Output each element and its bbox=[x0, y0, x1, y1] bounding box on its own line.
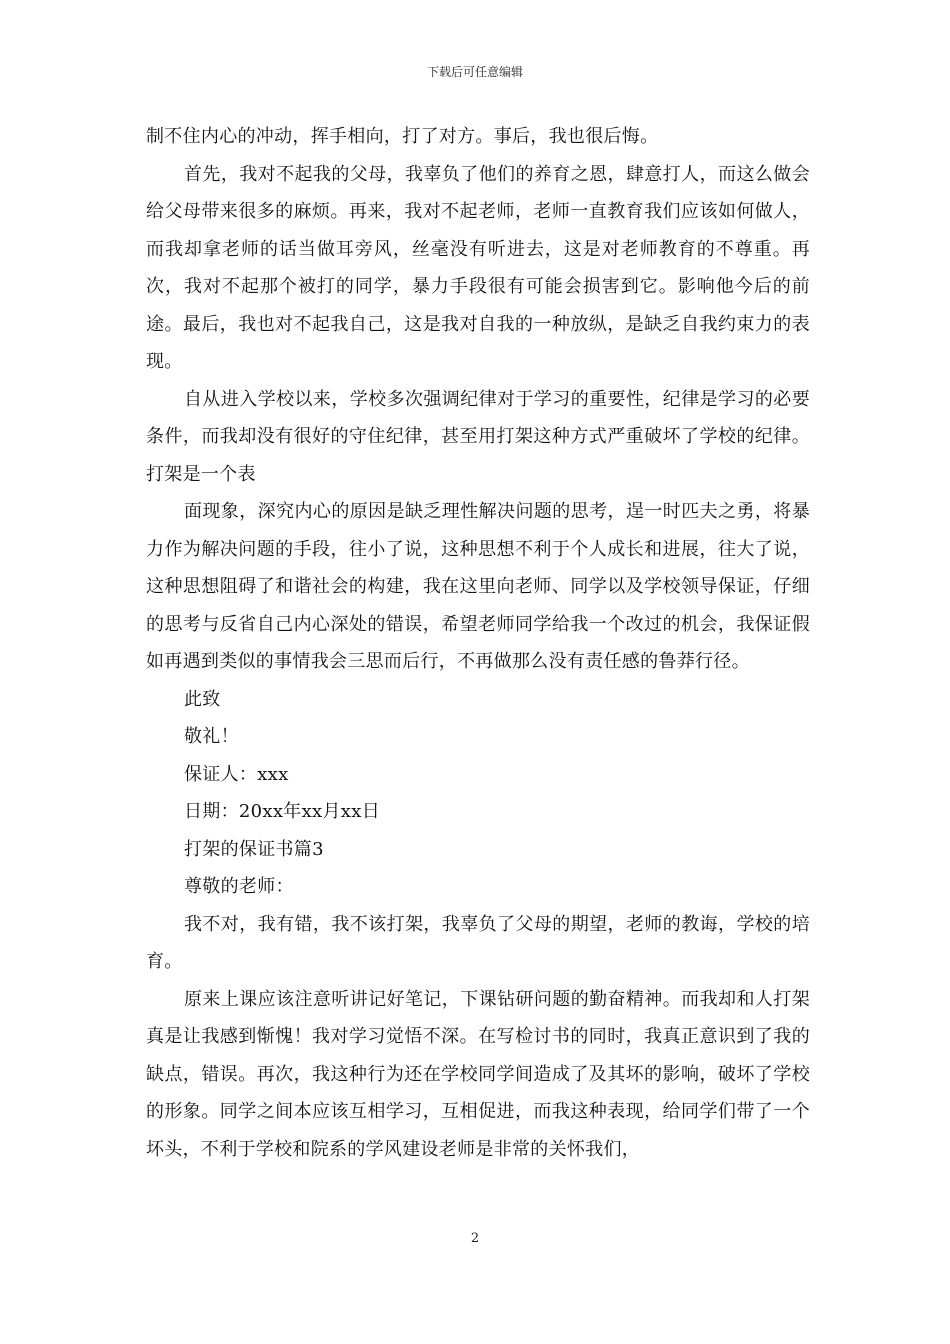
section-title: 打架的保证书篇3 bbox=[184, 838, 324, 860]
paragraph-admission: 我不对，我有错，我不该打架，我辜负了父母的期望，老师的教诲，学校的培育。 bbox=[146, 913, 810, 972]
document-body bbox=[146, 118, 810, 1168]
guarantor-line: 保证人：xxx bbox=[184, 763, 289, 785]
paragraph-continued: 制不住内心的冲动，挥手相向，打了对方。事后，我也很后悔。 bbox=[146, 126, 659, 147]
date-line: 日期：20xx年xx月xx日 bbox=[184, 801, 381, 822]
closing-regards: 敬礼！ bbox=[184, 726, 239, 747]
closing-salutation: 此致 bbox=[184, 688, 221, 710]
page-number: 2 bbox=[470, 1231, 480, 1246]
paragraph-study-reflection: 原来上课应该注意听讲记好笔记，下课钻研问题的勤奋精神。而我却和人打架真是让我感到惭愧！我对学习觉悟不深。在写检讨书的同时，我真正意识到了我的缺点，错误。再次，我这种行为还在学校同学间造成了及其坏的影响，破坏了学校的形象。同学之间本应该互相学习，互相促进，而我这种表现，给同学们带了一个坏头，不利于学校和院系的学风建设老师是非常的关怀我们， bbox=[146, 988, 810, 1160]
greeting-line: 尊敬的老师： bbox=[184, 876, 294, 897]
page-header: 下载后可任意编辑 bbox=[426, 65, 523, 79]
paragraph-reflection: 面现象，深究内心的原因是缺乏理性解决问题的思考，逞一时匹夫之勇，将暴力作为解决问题的手段，往小了说，这种思想不利于个人成长和进展，往大了说，这种思想阻碍了和谐社会的构建，我在这里向老师、同学以及学校领导保证，仔细的思考与反省自己内心深处的错误，希望老师同学给我一个改过的机会，我保证假如再遇到类似的事情我会三思而后行，不再做那么没有责任感的鲁莽行径。 bbox=[146, 501, 810, 672]
paragraph-school-discipline: 自从进入学校以来，学校多次强调纪律对于学习的重要性，纪律是学习的必要条件，而我却没有很好的守住纪律，甚至用打架这种方式严重破坏了学校的纪律。打架是一个表 bbox=[146, 388, 810, 485]
paragraph-apology-reasons: 首先，我对不起我的父母，我辜负了他们的养育之恩，肆意打人，而这么做会给父母带来很多的麻烦。再来，我对不起老师，老师一直教育我们应该如何做人，而我却拿老师的话当做耳旁风，丝毫没有听进去，这是对老师教育的不尊重。再次，我对不起那个被打的同学，暴力手段很有可能会损害到它。影响他今后的前途。最后，我也对不起我自己，这是我对自我的一种放纵，是缺乏自我约束力的表现。 bbox=[146, 163, 810, 372]
